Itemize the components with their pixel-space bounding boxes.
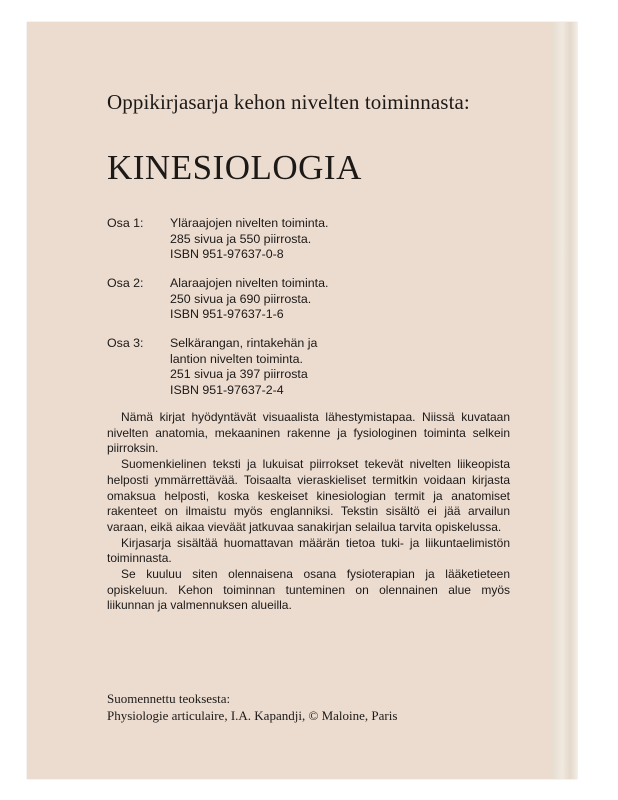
volume-label: Osa 2: [107, 276, 144, 290]
volume-title: Yläraajojen nivelten toiminta. [170, 216, 329, 230]
series-title: Oppikirjasarja kehon nivelten toiminnasta: [107, 90, 470, 114]
translation-credit [107, 690, 397, 724]
volume-isbn: ISBN 951-97637-0-8 [170, 247, 284, 261]
page-edge [552, 22, 578, 779]
volume-label: Osa 1: [107, 216, 144, 230]
credit-source: Physiologie articulaire, I.A. Kapandji, © Maloine, Paris [107, 708, 398, 723]
volume-isbn: ISBN 951-97637-2-4 [170, 382, 284, 397]
volume-title: Selkärangan, rintakehän ja [170, 336, 318, 350]
volume-pages: 250 sivua ja 690 piirrosta. [170, 291, 312, 306]
book-back-cover [27, 22, 577, 779]
volume-isbn: ISBN 951-97637-1-6 [170, 307, 284, 321]
paragraph: Se kuuluu siten olennaisena osana fysioterapian ja lääketieteen opiskeluun. Kehon toiminnan tunteminen on olennainen alue myös liikunnan ja valmennuksen alueilla. [107, 567, 510, 613]
volume-title-cont: lantion nivelten toiminta. [170, 351, 303, 366]
paragraph: Nämä kirjat hyödyntävät visuaalista lähestymistapaa. Niissä kuvataan nivelten anatomia, mekaaninen rakenne ja fysiologinen toiminta selkein piirroksin. [107, 410, 510, 456]
volume-label: Osa 3: [107, 336, 144, 350]
credit-line: Suomennettu teoksesta: [107, 691, 231, 706]
description [107, 410, 510, 614]
volume-pages: 251 sivua ja 397 piirrosta [170, 367, 308, 381]
paragraph: Kirjasarja sisältää huomattavan määrän tietoa tuki- ja liikuntaelimistön toiminnasta. [107, 535, 510, 566]
volume-title: Alaraajojen nivelten toiminta. [170, 276, 329, 290]
volume-pages: 285 sivua ja 550 piirrosta. [170, 231, 312, 246]
main-title: KINESIOLOGIA [107, 148, 362, 187]
paragraph: Suomenkielinen teksti ja lukuisat piirrokset tekevät nivelten liikeopista helposti ymmärrettävää. Toisaalta vieraskieliset termitkin voidaan kirjasta omaksua helposti, koska keskeiset kinesiologian termit ja anatomiset rakenteet on ilmaistu myös englanniksi. Tekstin sisältö ei jää arvailun varaan, eikä aikaa vieväät jatkuvaa sanakirjan selailua tarvita opiskelussa. [107, 457, 510, 534]
